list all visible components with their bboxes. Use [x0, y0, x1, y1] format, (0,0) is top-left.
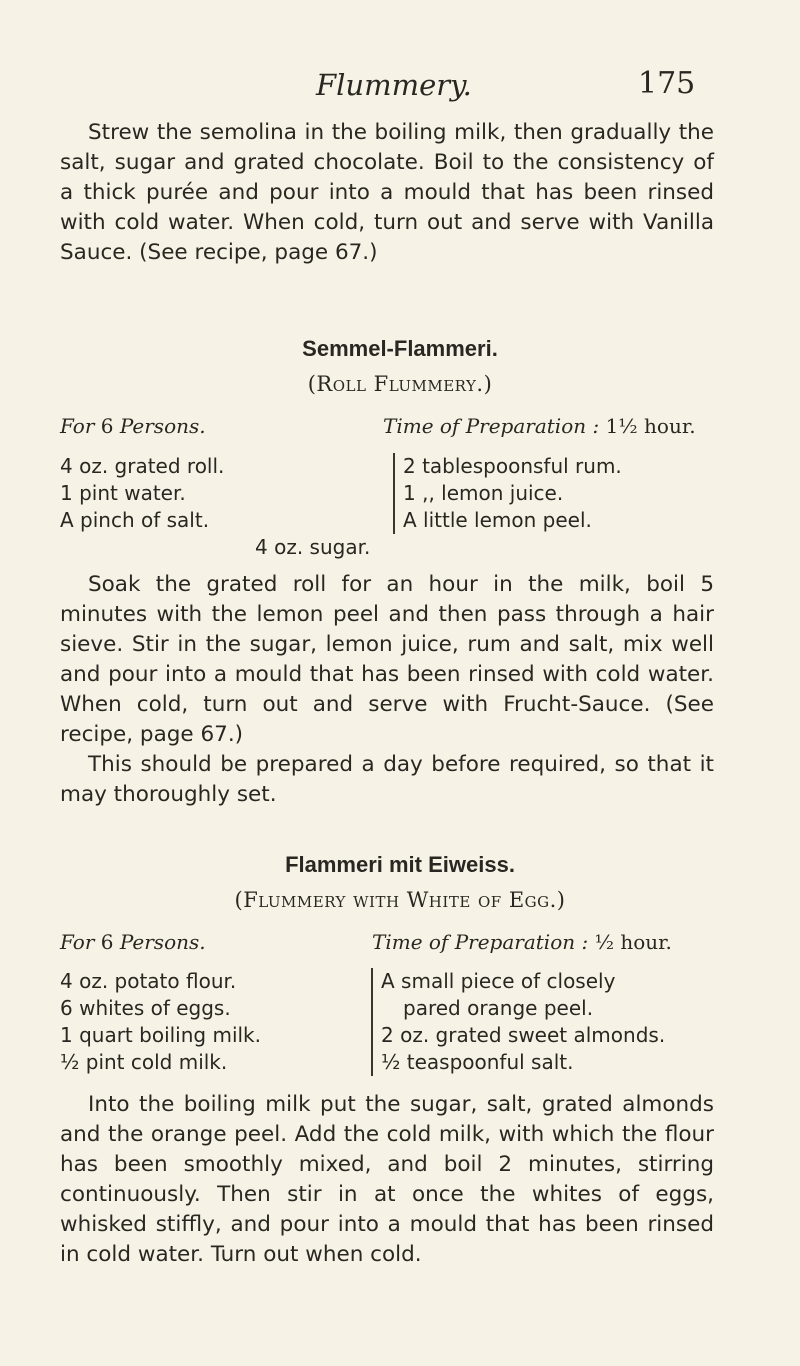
- ingredient-item: 4 oz. grated roll.: [60, 454, 225, 478]
- recipe1-method: [60, 570, 714, 810]
- ingredient-item: 1 ,, lemon juice.: [403, 481, 564, 505]
- recipe2-method: [60, 1090, 714, 1270]
- recipe1-persons-word: Persons.: [119, 414, 206, 438]
- ingredient-item: 4 oz. potato flour.: [60, 969, 237, 993]
- ingredient-item: A pinch of salt.: [60, 508, 210, 532]
- recipe1-subtitle: (Roll Flummery.): [307, 372, 493, 396]
- ingredient-item: ½ teaspoonful salt.: [381, 1050, 574, 1074]
- ingredient-item: 2 oz. grated sweet almonds.: [381, 1023, 666, 1047]
- ingredient-item: 1 quart boiling milk.: [60, 1023, 261, 1047]
- recipe1-persons: [60, 414, 206, 438]
- recipe1-ingredients-right: [393, 453, 622, 534]
- recipe1-time-value: 1½ hour.: [605, 414, 696, 438]
- ingredient-item: A small piece of closely: [381, 969, 616, 993]
- recipe1-title: Semmel-Flammeri.: [302, 336, 498, 361]
- recipe2-persons-num: 6: [100, 930, 114, 954]
- recipe2-method-paragraph: Into the boiling milk put the sugar, salt, grated almonds and the orange peel. Add the cold milk, with which the flour has been smoothly mixed, and boil 2 minutes, stirring continuously. Then stir in at once the whites of eggs, whisked stiffly, and pour into a mould that has been rinsed in cold water. Turn out when cold.: [60, 1092, 714, 1267]
- recipe2-time-label: Time of Preparation :: [372, 930, 589, 954]
- intro-paragraph-block: [60, 118, 714, 268]
- recipe1-trailing-ingredient: 4 oz. sugar.: [255, 535, 371, 559]
- recipe2-persons: [60, 930, 206, 954]
- ingredient-item: 2 tablespoonsful rum.: [403, 454, 622, 478]
- recipe1-method-note: This should be prepared a day before required, so that it may thoroughly set.: [60, 752, 714, 807]
- recipe1-persons-label: For: [60, 414, 95, 438]
- ingredient-item: ½ pint cold milk.: [60, 1050, 228, 1074]
- ingredient-item: A little lemon peel.: [403, 508, 592, 532]
- recipe1-persons-num: 6: [100, 414, 114, 438]
- recipe2-subtitle: (Flummery with White of Egg.): [234, 888, 566, 912]
- recipe1-ingredients-left: [60, 453, 224, 534]
- recipe2-time: [372, 930, 672, 954]
- recipe1-time-label: Time of Preparation :: [383, 414, 600, 438]
- recipe1-method-paragraph: Soak the grated roll for an hour in the milk, boil 5 minutes with the lemon peel and then pass through a hair sieve. Stir in the sugar, lemon juice, rum and salt, mix well and pour into a mould that has been rinsed with cold water. When cold, turn out and serve with Frucht-Sauce. (See recipe, page 67.): [60, 572, 714, 747]
- recipe2-persons-word: Persons.: [119, 930, 206, 954]
- running-head-title: Flummery.: [316, 68, 472, 102]
- ingredient-item: 1 pint water.: [60, 481, 186, 505]
- page-number: 175: [638, 66, 696, 101]
- recipe2-persons-label: For: [60, 930, 95, 954]
- intro-paragraph: Strew the semolina in the boiling milk, then gradually the salt, sugar and grated chocolate. Boil to the consistency of a thick purée and pour into a mould that has been rinsed with cold water. When cold, turn out and serve with Vanilla Sauce. (See recipe, page 67.): [60, 120, 714, 265]
- recipe2-ingredients-left: [60, 968, 261, 1076]
- recipe2-title: Flammeri mit Eiweiss.: [285, 852, 515, 877]
- ingredient-item: pared orange peel.: [403, 996, 594, 1020]
- ingredient-item: 6 whites of eggs.: [60, 996, 231, 1020]
- recipe1-time: [383, 414, 696, 438]
- recipe2-ingredients-right: [371, 968, 665, 1076]
- recipe2-time-value: ½ hour.: [594, 930, 672, 954]
